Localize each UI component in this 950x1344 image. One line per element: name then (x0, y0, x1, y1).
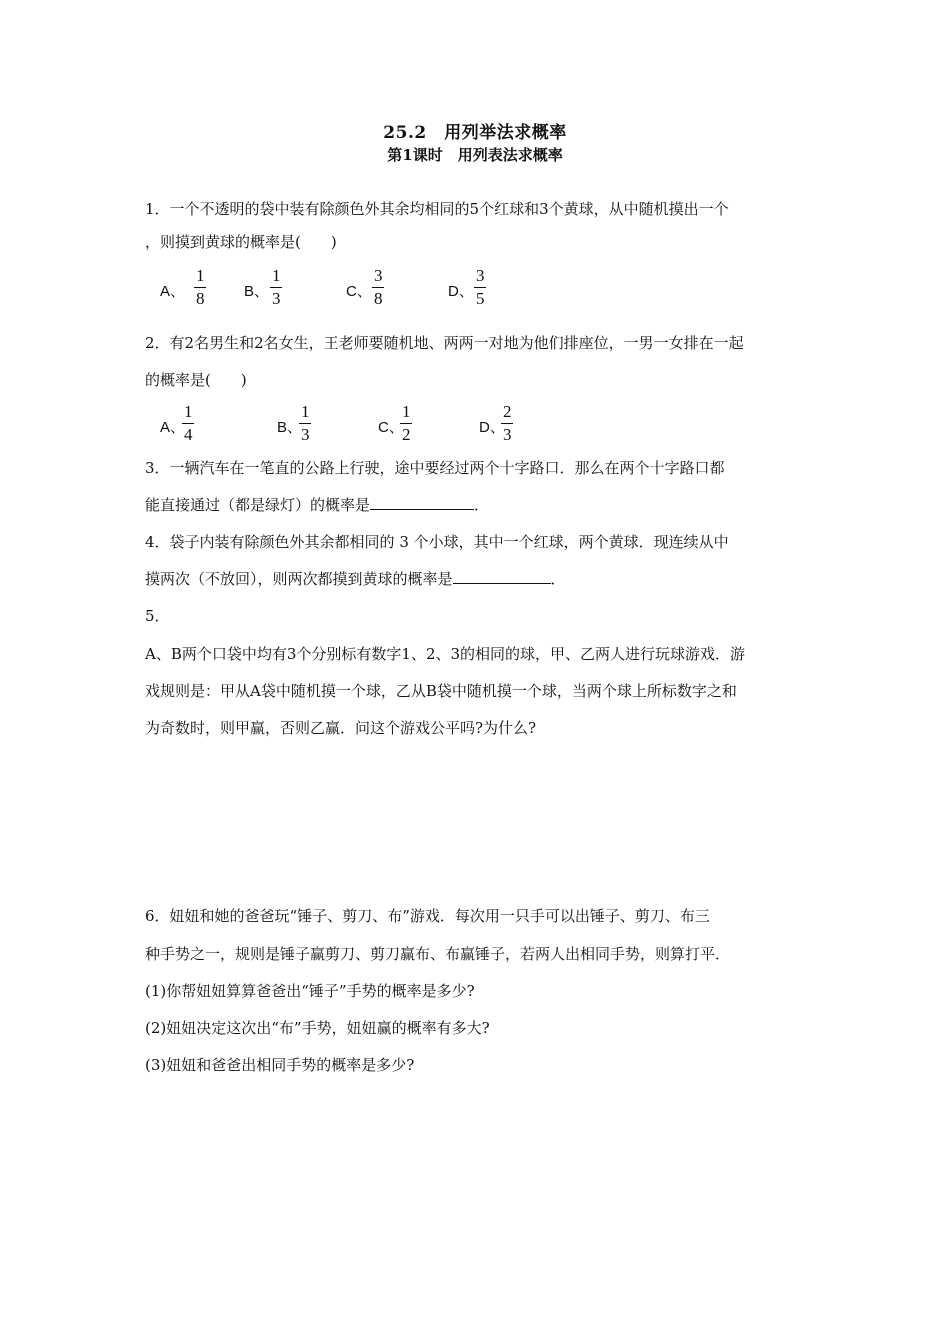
q4-line1: 4．袋子内装有除颜色外其余都相同的 3 个小球，其中一个红球，两个黄球．现连续从中 (145, 533, 729, 551)
fraction (194, 266, 207, 309)
q3-line2 (145, 495, 489, 515)
q5-line1: A、B两个口袋中均有3个分别标有数字1、2、3的相同的球，甲、乙两人进行玩球游戏．游 (145, 645, 746, 663)
numerator: 1 (402, 402, 411, 421)
q3-answer-blank[interactable] (370, 495, 474, 510)
denominator: 3 (301, 425, 310, 444)
option-label: D、 (479, 419, 505, 436)
q2-line1: 2．有2名男生和2名女生，王老师要随机地、两两一对地为他们排座位，一男一女排在一起 (145, 334, 744, 352)
denominator: 3 (503, 425, 512, 444)
option-label: D、 (448, 283, 474, 300)
q5-line2: 戏规则是：甲从A袋中随机摸一个球，乙从B袋中随机摸一个球，当两个球上所标数字之和 (145, 682, 737, 700)
q6-sub1: (1)你帮妞妞算算爸爸出“锤子”手势的概率是多少? (145, 982, 475, 1000)
q3-line2-end: ． (474, 496, 490, 514)
denominator: 4 (184, 425, 193, 444)
option-label: C、 (378, 419, 404, 436)
fraction (182, 402, 195, 445)
denominator: 8 (196, 289, 205, 308)
option-label: A、 (160, 283, 186, 300)
q5-line3: 为奇数时，则甲赢，否则乙赢．问这个游戏公平吗?为什么? (145, 719, 537, 737)
fraction (270, 266, 283, 309)
fraction (400, 402, 413, 445)
q4-line2-text: 摸两次（不放回），则两次都摸到黄球的概率是 (145, 570, 453, 588)
q2-line2: 的概率是( ) (145, 371, 247, 389)
page-title: 25.2 用列举法求概率 (383, 123, 567, 143)
numerator: 3 (476, 266, 485, 285)
q3-line1: 3．一辆汽车在一笔直的公路上行驶，途中要经过两个十字路口．那么在两个十字路口都 (145, 459, 725, 477)
fraction (501, 402, 514, 445)
numerator: 3 (374, 266, 383, 285)
denominator: 5 (476, 289, 485, 308)
q6-sub3: (3)妞妞和爸爸出相同手势的概率是多少? (145, 1056, 415, 1074)
fraction (372, 266, 385, 309)
q4-answer-blank[interactable] (453, 569, 551, 584)
q4-line2-end: ． (550, 570, 566, 588)
fraction (299, 402, 312, 445)
option-label: B、 (244, 283, 270, 300)
q1-line2: ，则摸到黄球的概率是( ) (145, 233, 337, 251)
numerator: 1 (301, 402, 310, 421)
denominator: 3 (272, 289, 281, 308)
numerator: 1 (184, 402, 193, 421)
q6-line1: 6．妞妞和她的爸爸玩“锤子、剪刀、布”游戏．每次用一只手可以出锤子、剪刀、布三 (145, 907, 710, 925)
numerator: 1 (272, 266, 281, 285)
denominator: 2 (402, 425, 411, 444)
option-label: A、 (160, 419, 186, 436)
numerator: 2 (503, 402, 512, 421)
option-label: B、 (277, 419, 303, 436)
option-label: C、 (346, 283, 372, 300)
q6-sub2: (2)妞妞决定这次出“布”手势，妞妞赢的概率有多大? (145, 1019, 490, 1037)
q3-line2-text: 能直接通过（都是绿灯）的概率是 (145, 496, 371, 514)
fraction (474, 266, 487, 309)
q5-number: 5． (145, 607, 170, 625)
denominator: 8 (374, 289, 383, 308)
page-subtitle: 第1课时 用列表法求概率 (387, 146, 563, 164)
numerator: 1 (196, 266, 205, 285)
q4-line2 (145, 569, 566, 589)
q6-line2: 种手势之一，规则是锤子赢剪刀、剪刀赢布、布赢锤子，若两人出相同手势，则算打平． (145, 945, 731, 963)
q1-line1: 1．一个不透明的袋中装有除颜色外其余均相同的5个红球和3个黄球，从中随机摸出一个 (145, 200, 729, 218)
